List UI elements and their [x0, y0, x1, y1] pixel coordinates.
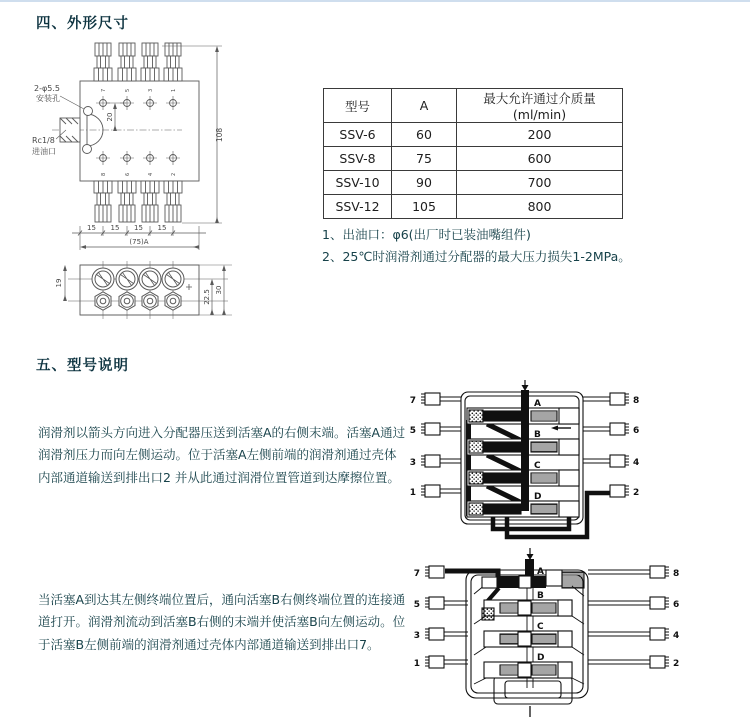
diagram2-outlet-7: 7 — [413, 569, 420, 579]
diagram1-section-b: B — [534, 430, 541, 440]
port-num-bot-1: 8 — [101, 172, 107, 176]
port-num-top-3: 3 — [148, 88, 154, 92]
diagram1-outlet-6: 6 — [633, 426, 640, 436]
paragraph-2-line: 于活塞B左侧前端的润滑剂通过壳体内部通道输送到排出口7。 — [38, 636, 380, 652]
paragraph-2 — [38, 589, 406, 656]
cell-model: SSV-6 — [324, 123, 392, 147]
cell-flow: 600 — [457, 147, 623, 171]
dim-30: 30 — [215, 285, 223, 295]
cell-a: 75 — [392, 147, 457, 171]
diagram1-outlet-5: 5 — [409, 426, 416, 436]
cell-model: SSV-8 — [324, 147, 392, 171]
diagram2-outlet-6: 6 — [673, 600, 680, 610]
diagram1-outlet-4: 4 — [633, 458, 640, 468]
diagram1-outlet-8: 8 — [633, 396, 640, 406]
diagram1-outlet-1: 1 — [409, 488, 416, 498]
cell-flow: 700 — [457, 171, 623, 195]
mount-hole-label-1: 2-φ5.5 — [34, 84, 60, 93]
table-row — [324, 195, 623, 219]
cell-model: SSV-12 — [324, 195, 392, 219]
diagram2-section-b: B — [537, 591, 544, 601]
port-num-bot-3: 4 — [148, 172, 154, 176]
port-num-bot-2: 6 — [125, 172, 131, 176]
dim-19: 19 — [55, 278, 63, 288]
dim-15-2: 15 — [110, 224, 120, 232]
spec-table — [323, 88, 623, 219]
dim-108: 108 — [215, 127, 224, 143]
dim-75a: (75)A — [129, 238, 149, 246]
paragraph-1-line: 润滑剂压力而向左侧运动。位于活塞A左侧前端的润滑剂通过壳体 — [38, 447, 397, 463]
table-header-row — [324, 89, 623, 123]
cell-a: 90 — [392, 171, 457, 195]
note-1: 1、出油口：φ6(出厂时已装油嘴组件) — [322, 227, 531, 242]
paragraph-2-line: 当活塞A到达其左侧终端位置后，通向活塞B右侧终端位置的连接通 — [38, 592, 406, 607]
cell-model: SSV-10 — [324, 171, 392, 195]
dim-22-5: 22.5 — [203, 289, 211, 305]
port-num-top-2: 5 — [125, 88, 131, 92]
distributor-diagram-2 — [398, 548, 698, 719]
cell-flow: 200 — [457, 123, 623, 147]
dim-20: 20 — [106, 112, 114, 122]
cell-a: 105 — [392, 195, 457, 219]
table-header-flow: 最大允许通过介质量(ml/min) — [457, 89, 623, 123]
dim-15-1: 15 — [87, 224, 96, 232]
section4-title: 四、外形尺寸 — [36, 16, 129, 32]
diagram2-outlet-1: 1 — [413, 659, 420, 669]
note-2: 2、25℃时润滑剂通过分配器的最大压力损失1-2MPa。 — [322, 249, 631, 264]
cell-flow: 800 — [457, 195, 623, 219]
cell-a: 60 — [392, 123, 457, 147]
diagram2-outlet-3: 3 — [413, 631, 420, 641]
diagram1-section-a: A — [534, 399, 541, 409]
diagram2-outlet-5: 5 — [413, 600, 420, 610]
port-num-top-1: 7 — [101, 88, 107, 92]
diagram2-outlet-4: 4 — [673, 631, 680, 641]
diagram2-outlet-2: 2 — [673, 659, 680, 669]
dim-15-4: 15 — [157, 224, 167, 232]
mount-hole-label-2: 安装孔 — [36, 94, 60, 103]
diagram1-outlet-7: 7 — [409, 396, 416, 406]
diagram1-outlet-3: 3 — [409, 458, 416, 468]
inlet-label-2: 进油口 — [32, 147, 56, 156]
section5-title: 五、型号说明 — [36, 358, 129, 374]
port-num-bot-4: 2 — [171, 172, 177, 176]
notes-block — [322, 224, 631, 268]
diagram2-outlet-8: 8 — [673, 569, 680, 579]
paragraph-1-line: 润滑剂以箭头方向进入分配器压送到活塞A的右侧末端。活塞A通过 — [38, 425, 406, 440]
table-row — [324, 171, 623, 195]
diagram2-section-a: A — [537, 567, 544, 577]
diagram2-section-c: C — [537, 622, 544, 632]
inlet-label-1: Rc1/8 — [32, 136, 55, 145]
paragraph-1-line: 内部通道输送到排出口2 并从此通过润滑位置管道到达摩擦位置。 — [38, 469, 400, 485]
diagram1-section-c: C — [534, 461, 541, 471]
diagram1-section-d: D — [534, 492, 542, 502]
table-row — [324, 147, 623, 171]
diagram1-outlet-2: 2 — [633, 488, 640, 498]
paragraph-2-line: 道打开。润滑剂流动到活塞B右侧的末端并使活塞B向左侧运动。位 — [38, 614, 406, 630]
diagram2-section-d: D — [537, 653, 545, 663]
distributor-diagram-1 — [403, 380, 648, 545]
paragraph-1 — [38, 422, 406, 489]
table-row — [324, 123, 623, 147]
port-num-top-4: 1 — [171, 88, 177, 92]
dim-15-3: 15 — [134, 224, 143, 232]
dimension-drawing — [32, 40, 312, 346]
table-header-a: A — [392, 89, 457, 123]
page-top-divider — [0, 0, 750, 2]
table-header-model: 型号 — [324, 89, 392, 123]
